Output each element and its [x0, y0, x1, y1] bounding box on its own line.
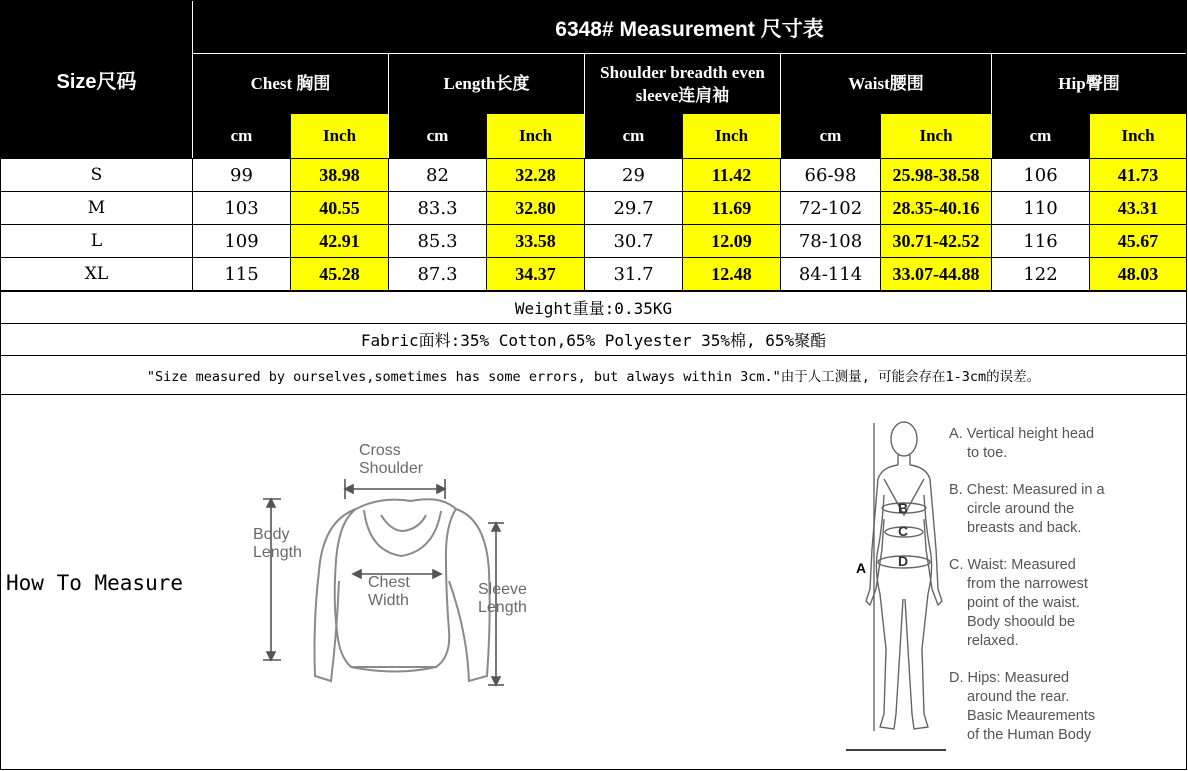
inch-value-cell: 45.67 — [1090, 225, 1186, 257]
group-waist: Waist腰围 — [848, 74, 924, 93]
chest-width-line2: Width — [368, 592, 409, 609]
body-letter-b: B — [898, 500, 909, 516]
size-cell: L — [90, 231, 103, 251]
body-length-line1: Body — [253, 526, 290, 543]
unit-cm: cm — [1029, 126, 1052, 145]
body-letter-d: D — [898, 553, 909, 569]
unit-cm: cm — [622, 126, 645, 145]
garment-diagram — [241, 431, 551, 701]
legend-d-line1: D. Hips: Measured — [949, 670, 1070, 686]
cm-value-cell: 78-108 — [798, 230, 863, 252]
legend-c-line2: from the narrowest — [967, 576, 1088, 592]
cm-value-cell: 31.7 — [613, 263, 654, 285]
cm-value-cell: 85.3 — [417, 230, 458, 252]
cm-value-cell: 30.7 — [613, 230, 654, 252]
inch-value-cell: 30.71-42.52 — [881, 225, 991, 257]
group-chest: Chest 胸围 — [250, 74, 331, 93]
inch-value-cell: 12.09 — [683, 225, 780, 257]
size-cell: M — [87, 198, 106, 218]
body-letter-c: C — [898, 523, 909, 539]
inch-value-cell: 32.80 — [487, 192, 584, 224]
cm-value-cell: 29.7 — [613, 197, 654, 219]
how-to-measure-label: How To Measure — [6, 571, 184, 595]
inch-value-cell: 33.07-44.88 — [881, 258, 991, 290]
inch-value-cell: 40.55 — [291, 192, 388, 224]
cm-value-cell: 83.3 — [417, 197, 458, 219]
cm-value-cell: 82 — [426, 164, 449, 186]
inch-value-cell: 32.28 — [487, 159, 584, 191]
group-length: Length长度 — [443, 74, 530, 93]
cm-value-cell: 109 — [224, 230, 259, 252]
disclaimer-note: "Size measured by ourselves,sometimes has some errors, but always within 3cm."由于人工测量, 可能会存在1-3cm的误差。 — [146, 369, 1041, 385]
cross-shoulder-line1: Cross — [359, 442, 401, 459]
cm-value-cell: 99 — [230, 164, 253, 186]
unit-inch: Inch — [881, 114, 991, 158]
legend-b-line3: breasts and back. — [967, 520, 1082, 536]
cm-value-cell: 115 — [224, 263, 259, 285]
group-shoulder-line1: Shoulder breadth even — [600, 62, 765, 82]
cross-shoulder-line2: Shoulder — [359, 460, 424, 477]
sleeve-length-line1: Sleeve — [478, 581, 527, 598]
inch-value-cell: 11.69 — [683, 192, 780, 224]
fabric-note: Fabric面料:35% Cotton,65% Polyester 35%棉, 65%聚酯 — [360, 331, 827, 350]
unit-cm: cm — [819, 126, 842, 145]
inch-value-cell: 33.58 — [487, 225, 584, 257]
inch-value-cell: 43.31 — [1090, 192, 1186, 224]
inch-value-cell: 11.42 — [683, 159, 780, 191]
inch-value-cell: 45.28 — [291, 258, 388, 290]
legend-c-line1: C. Waist: Measured — [949, 557, 1076, 573]
unit-inch: Inch — [1090, 114, 1186, 158]
inch-value-cell: 38.98 — [291, 159, 388, 191]
cm-value-cell: 29 — [622, 164, 645, 186]
inch-value-cell: 28.35-40.16 — [881, 192, 991, 224]
legend-d-line2: around the rear. — [967, 689, 1070, 705]
unit-inch: Inch — [291, 114, 388, 158]
group-hip: Hip臀围 — [1058, 74, 1120, 93]
cm-value-cell: 103 — [224, 197, 259, 219]
legend-b-line1: B. Chest: Measured in a — [949, 482, 1105, 498]
unit-cm: cm — [426, 126, 449, 145]
legend-d-line4: of the Human Body — [967, 727, 1092, 743]
body-length-line2: Length — [253, 544, 302, 561]
inch-value-cell: 41.73 — [1090, 159, 1186, 191]
cm-value-cell: 110 — [1023, 197, 1058, 219]
inch-value-cell: 25.98-38.58 — [881, 159, 991, 191]
legend-d-line3: Basic Meaurements — [967, 708, 1096, 724]
cm-value-cell: 66-98 — [804, 164, 857, 186]
sleeve-length-line2: Length — [478, 599, 527, 616]
unit-inch: Inch — [487, 114, 584, 158]
size-column-header: Size尺码 — [56, 71, 137, 93]
legend-c-line4: Body shoould be — [967, 614, 1076, 630]
size-cell: XL — [84, 264, 109, 284]
cm-value-cell: 87.3 — [417, 263, 458, 285]
inch-value-cell: 34.37 — [487, 258, 584, 290]
unit-cm: cm — [230, 126, 253, 145]
legend-a-line2: to toe. — [967, 445, 1008, 461]
measurement-legend — [949, 425, 1119, 763]
body-diagram — [846, 419, 946, 754]
cm-value-cell: 84-114 — [798, 263, 863, 285]
weight-note: Weight重量:0.35KG — [514, 299, 673, 318]
inch-value-cell: 12.48 — [683, 258, 780, 290]
size-cell: S — [90, 165, 103, 185]
inch-value-cell: 42.91 — [291, 225, 388, 257]
legend-c — [949, 556, 1119, 651]
cm-value-cell: 116 — [1023, 230, 1058, 252]
legend-c-line3: point of the waist. — [967, 595, 1080, 611]
legend-b-line2: circle around the — [967, 501, 1075, 517]
chart-title: 6348# Measurement 尺寸表 — [555, 17, 824, 41]
legend-d — [949, 669, 1119, 745]
legend-b — [949, 481, 1119, 538]
group-shoulder-sleeve — [585, 54, 780, 113]
legend-c-line5: relaxed. — [967, 633, 1019, 649]
chest-width-line1: Chest — [368, 574, 410, 591]
inch-value-cell: 48.03 — [1090, 258, 1186, 290]
legend-a — [949, 425, 1119, 463]
legend-a-line1: A. Vertical height head — [949, 426, 1095, 442]
divider — [1, 394, 1186, 395]
body-letter-a: A — [856, 560, 867, 576]
cm-value-cell: 122 — [1023, 263, 1058, 285]
unit-inch: Inch — [683, 114, 780, 158]
cm-value-cell: 106 — [1023, 164, 1058, 186]
cm-value-cell: 72-102 — [798, 197, 863, 219]
group-shoulder-line2: sleeve连肩袖 — [635, 85, 730, 105]
